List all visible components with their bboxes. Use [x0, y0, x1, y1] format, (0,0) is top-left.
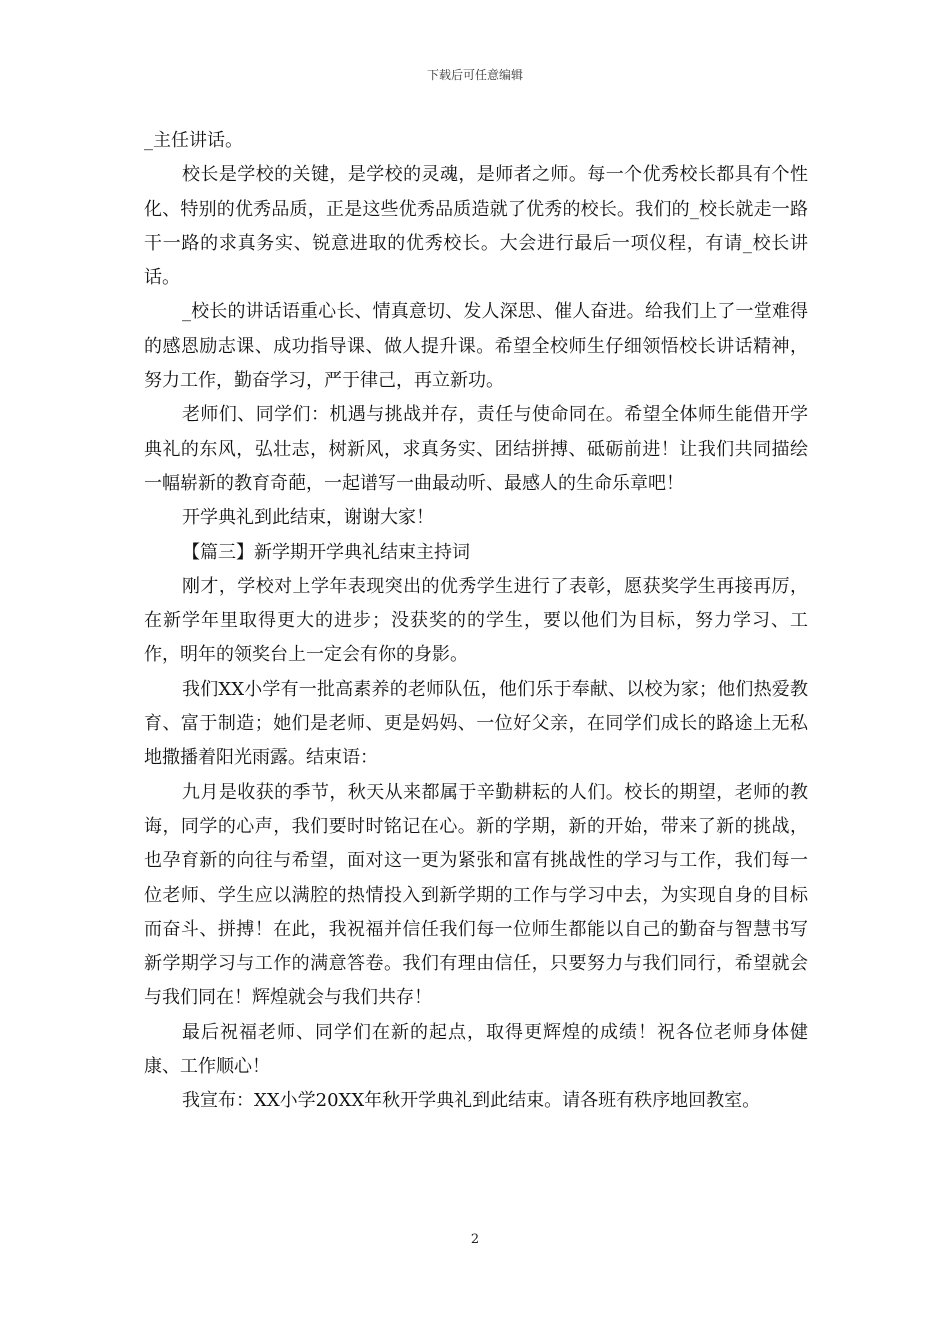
paragraph-9: 九月是收获的季节，秋天从来都属于辛勤耕耘的人们。校长的期望，老师的教诲，同学的心声，我们要时时铭记在心。新的学期，新的开始，带来了新的挑战，也孕育新的向往与希望，面对这一更为紧张和富有挑战性的学习与工作，我们每一位老师、学生应以满腔的热情投入到新学期的工作与学习中去，为实现自身的目标而奋斗、拼搏！在此，我祝福并信任我们每一位师生都能以自己的勤奋与智慧书写新学期学习与工作的满意答卷。我们有理由信任，只要努力与我们同行，希望就会与我们同在！辉煌就会与我们共存！ [144, 781, 808, 1009]
paragraph-5: 开学典礼到此结束，谢谢大家！ [182, 507, 434, 529]
paragraph-11: 我宣布：XX小学20XX年秋开学典礼到此结束。请各班有秩序地回教室。 [182, 1090, 761, 1112]
paragraph-7: 刚才，学校对上学年表现突出的优秀学生进行了表彰，愿获奖学生再接再厉，在新学年里取得更大的进步；没获奖的的学生，要以他们为目标，努力学习、工作，明年的领奖台上一定会有你的身影。 [144, 575, 808, 666]
paragraph-3: _校长的讲话语重心长、情真意切、发人深思、催人奋进。给我们上了一堂难得的感恩励志课、成功指导课、做人提升课。希望全校师生仔细领悟校长讲话精神，努力工作，勤奋学习，严于律己，再立新功。 [144, 301, 808, 392]
section-heading: 【篇三】新学期开学典礼结束主持词 [182, 541, 470, 563]
paragraph-8: 我们XX小学有一批高素养的老师队伍，他们乐于奉献、以校为家；他们热爱教育、富于制造；她们是老师、更是妈妈、一位好父亲，在同学们成长的路途上无私地撒播着阳光雨露。结束语： [144, 678, 808, 769]
paragraph-2: 校长是学校的关键，是学校的灵魂，是师者之师。每一个优秀校长都具有个性化、特别的优秀品质，正是这些优秀品质造就了优秀的校长。我们的_校长就走一路干一路的求真务实、锐意进取的优秀校长。大会进行最后一项仪程，有请_校长讲话。 [144, 164, 808, 289]
page-number: 2 [470, 1232, 480, 1247]
page-header: 下载后可任意编辑 [426, 68, 523, 82]
document-body [144, 124, 808, 1119]
paragraph-4: 老师们、同学们：机遇与挑战并存，责任与使命同在。希望全体师生能借开学典礼的东风，弘壮志，树新风，求真务实、团结拼搏、砥砺前进！让我们共同描绘一幅崭新的教育奇葩，一起谱写一曲最动听、最感人的生命乐章吧！ [144, 404, 808, 494]
paragraph-10: 最后祝福老师、同学们在新的起点，取得更辉煌的成绩！祝各位老师身体健康、工作顺心！ [144, 1021, 808, 1078]
paragraph-1: _主任讲话。 [144, 130, 243, 151]
